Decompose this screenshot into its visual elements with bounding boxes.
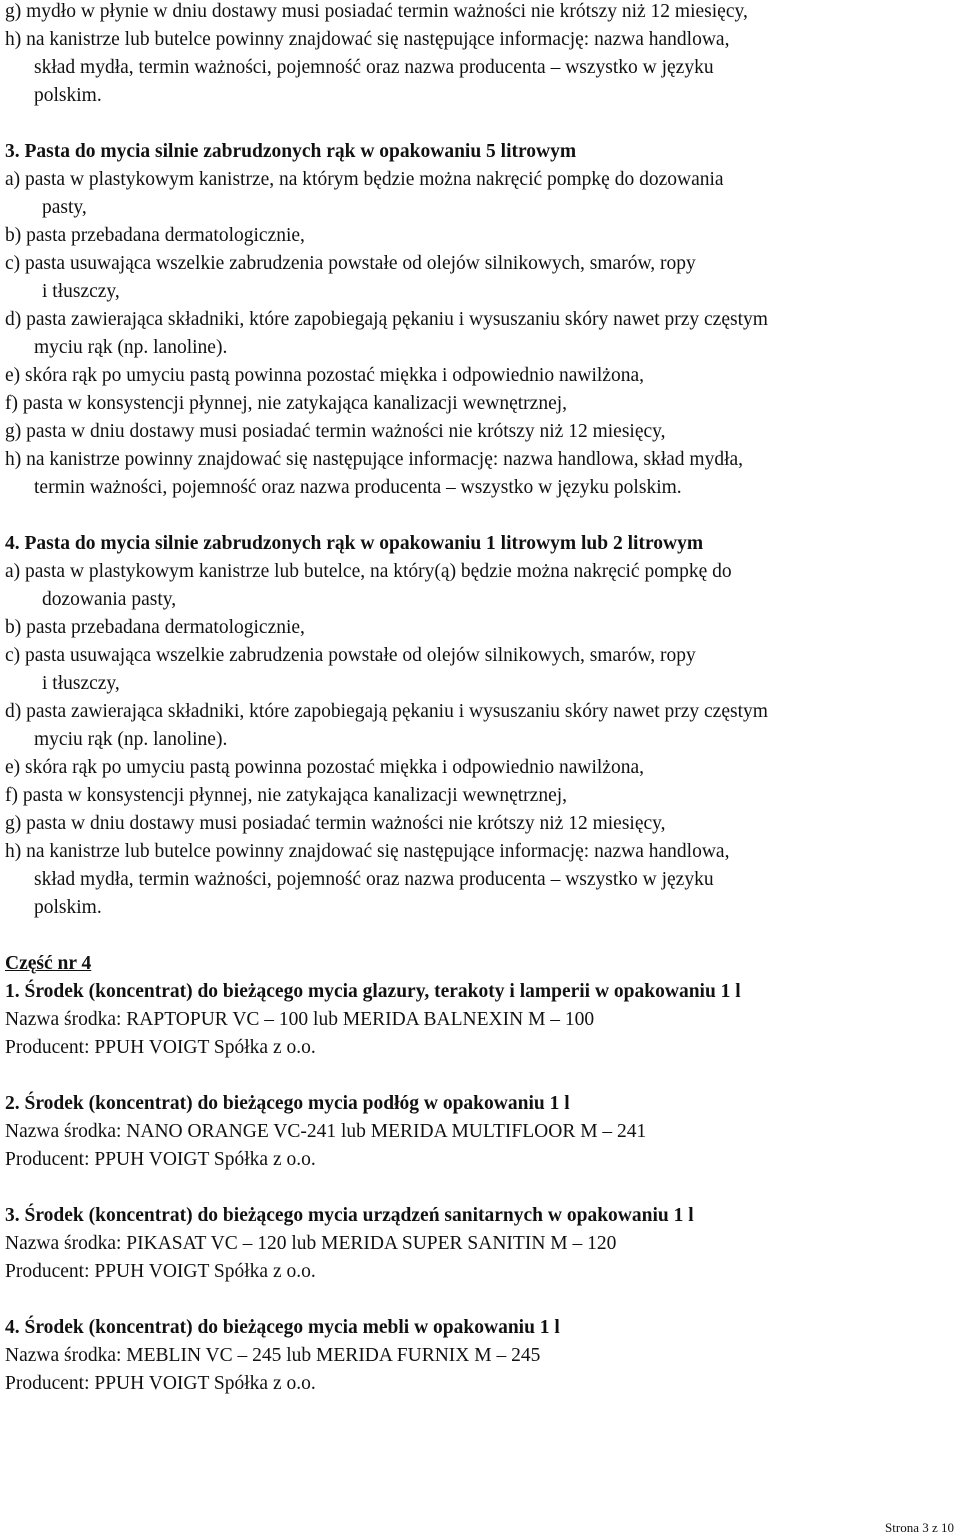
text-line: f) pasta w konsystencji płynnej, nie zatykająca kanalizacji wewnętrznej, bbox=[5, 785, 568, 806]
text-line: polskim. bbox=[34, 897, 102, 918]
text-line: skład mydła, termin ważności, pojemność oraz nazwa producenta – wszystko w języku bbox=[34, 869, 714, 890]
text-line: d) pasta zawierająca składniki, które zapobiegają pękaniu i wysuszaniu skóry nawet przy częstym bbox=[5, 309, 768, 330]
text-line: dozowania pasty, bbox=[42, 589, 177, 610]
text-line: g) mydło w płynie w dniu dostawy musi posiadać termin ważności nie krótszy niż 12 miesięcy, bbox=[5, 1, 748, 22]
text-line: g) pasta w dniu dostawy musi posiadać termin ważności nie krótszy niż 12 miesięcy, bbox=[5, 421, 666, 442]
text-line: a) pasta w plastykowym kanistrze lub butelce, na który(ą) będzie można nakręcić pompkę do bbox=[5, 561, 732, 582]
text-line: Nazwa środka: PIKASAT VC – 120 lub MERIDA SUPER SANITIN M – 120 bbox=[5, 1233, 617, 1254]
text-line: e) skóra rąk po umyciu pastą powinna pozostać miękka i odpowiednio nawilżona, bbox=[5, 757, 644, 778]
text-line: Producent: PPUH VOIGT Spółka z o.o. bbox=[5, 1373, 316, 1394]
text-line: Producent: PPUH VOIGT Spółka z o.o. bbox=[5, 1037, 316, 1058]
text-line: e) skóra rąk po umyciu pastą powinna pozostać miękka i odpowiednio nawilżona, bbox=[5, 365, 644, 386]
text-line: polskim. bbox=[34, 85, 102, 106]
section-heading: 3. Środek (koncentrat) do bieżącego mycia urządzeń sanitarnych w opakowaniu 1 l bbox=[5, 1205, 694, 1226]
text-line: Nazwa środka: MEBLIN VC – 245 lub MERIDA FURNIX M – 245 bbox=[5, 1345, 541, 1366]
text-line: myciu rąk (np. lanoline). bbox=[34, 337, 228, 358]
text-line: Nazwa środka: NANO ORANGE VC-241 lub MERIDA MULTIFLOOR M – 241 bbox=[5, 1121, 647, 1142]
text-line: h) na kanistrze lub butelce powinny znajdować się następujące informację: nazwa handlowa, bbox=[5, 841, 730, 862]
text-line: myciu rąk (np. lanoline). bbox=[34, 729, 228, 750]
section-heading: 3. Pasta do mycia silnie zabrudzonych rąk w opakowaniu 5 litrowym bbox=[5, 141, 577, 162]
text-line: termin ważności, pojemność oraz nazwa producenta – wszystko w języku polskim. bbox=[34, 477, 682, 498]
text-line: skład mydła, termin ważności, pojemność oraz nazwa producenta – wszystko w języku bbox=[34, 57, 714, 78]
text-line: Producent: PPUH VOIGT Spółka z o.o. bbox=[5, 1261, 316, 1282]
text-line: c) pasta usuwająca wszelkie zabrudzenia powstałe od olejów silnikowych, smarów, ropy bbox=[5, 253, 696, 274]
text-line: g) pasta w dniu dostawy musi posiadać termin ważności nie krótszy niż 12 miesięcy, bbox=[5, 813, 666, 834]
text-line: i tłuszczy, bbox=[42, 673, 120, 694]
text-line: a) pasta w plastykowym kanistrze, na którym będzie można nakręcić pompkę do dozowania bbox=[5, 169, 724, 190]
text-line: f) pasta w konsystencji płynnej, nie zatykająca kanalizacji wewnętrznej, bbox=[5, 393, 568, 414]
section-heading: 4. Środek (koncentrat) do bieżącego mycia mebli w opakowaniu 1 l bbox=[5, 1317, 560, 1338]
text-line: b) pasta przebadana dermatologicznie, bbox=[5, 617, 305, 638]
text-line: c) pasta usuwająca wszelkie zabrudzenia powstałe od olejów silnikowych, smarów, ropy bbox=[5, 645, 696, 666]
text-line: b) pasta przebadana dermatologicznie, bbox=[5, 225, 305, 246]
section-heading: 4. Pasta do mycia silnie zabrudzonych rąk w opakowaniu 1 litrowym lub 2 litrowym bbox=[5, 533, 704, 554]
section-heading: 1. Środek (koncentrat) do bieżącego mycia glazury, terakoty i lamperii w opakowaniu 1 l bbox=[5, 981, 741, 1002]
text-line: pasty, bbox=[42, 197, 87, 218]
section-heading: 2. Środek (koncentrat) do bieżącego mycia podłóg w opakowaniu 1 l bbox=[5, 1093, 570, 1114]
text-line: h) na kanistrze powinny znajdować się następujące informację: nazwa handlowa, skład mydła, bbox=[5, 449, 744, 470]
text-line: Nazwa środka: RAPTOPUR VC – 100 lub MERIDA BALNEXIN M – 100 bbox=[5, 1009, 595, 1030]
section-heading: Część nr 4 bbox=[5, 953, 92, 974]
text-line: h) na kanistrze lub butelce powinny znajdować się następujące informację: nazwa handlowa, bbox=[5, 29, 730, 50]
page-number: Strona 3 z 10 bbox=[885, 1520, 954, 1535]
text-line: i tłuszczy, bbox=[42, 281, 120, 302]
text-line: Producent: PPUH VOIGT Spółka z o.o. bbox=[5, 1149, 316, 1170]
text-line: d) pasta zawierająca składniki, które zapobiegają pękaniu i wysuszaniu skóry nawet przy częstym bbox=[5, 701, 768, 722]
